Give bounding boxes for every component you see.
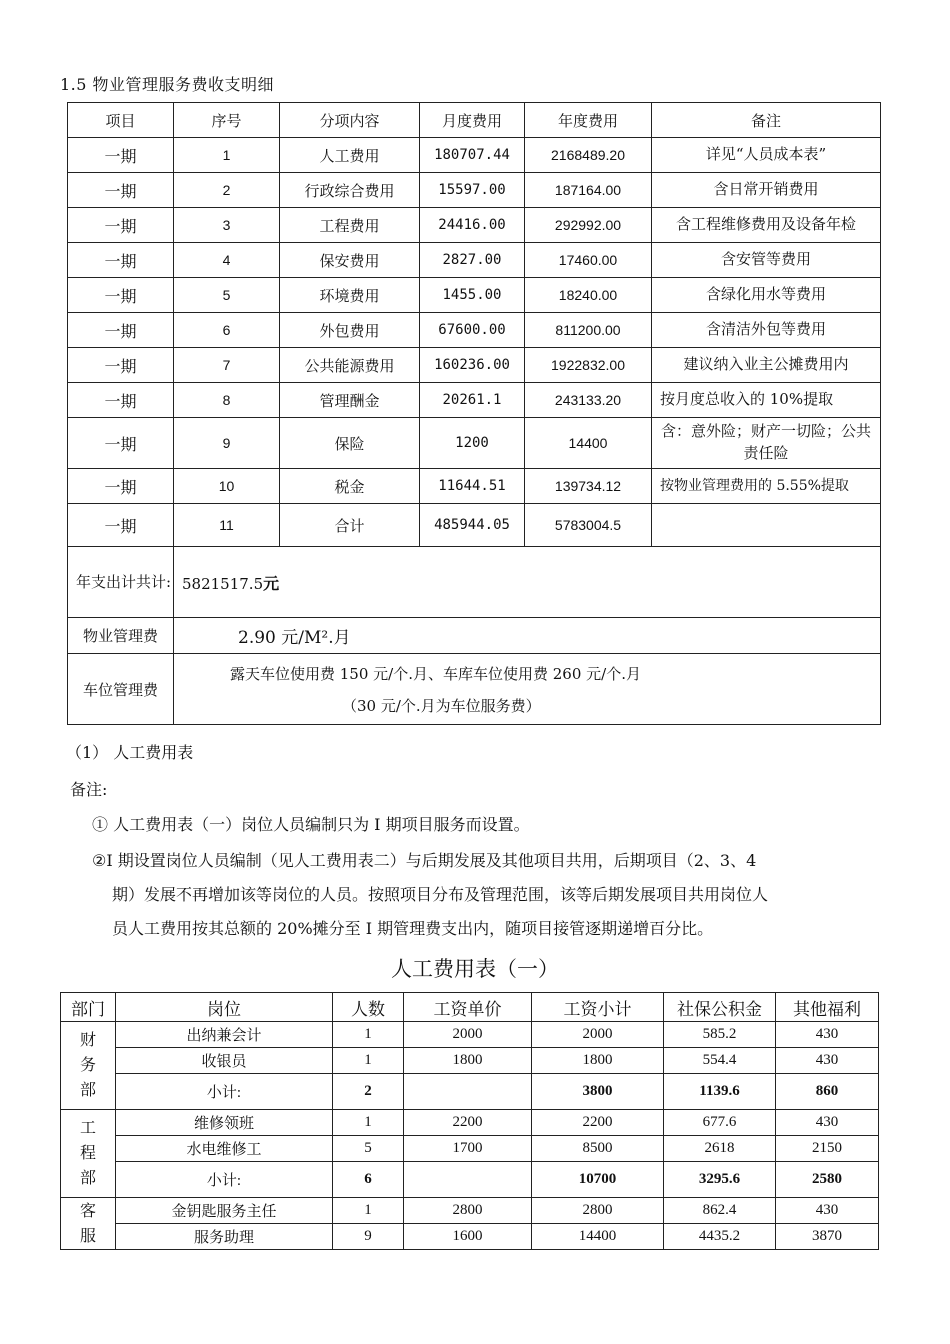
cell-unit-wage: 1700	[404, 1136, 532, 1162]
cell-annual: 5783004.5	[525, 504, 652, 547]
cell-note: 含安管等费用	[652, 243, 881, 278]
cell-project: 一期	[68, 313, 174, 348]
dept-cell-customer-service	[61, 1198, 116, 1250]
cell-annual: 811200.00	[525, 313, 652, 348]
cell-item: 管理酬金	[280, 383, 420, 418]
cell-monthly: 160236.00	[420, 348, 525, 383]
header-note: 备注	[652, 103, 881, 138]
table-row	[61, 1110, 879, 1136]
cell-post: 金钥匙服务主任	[116, 1198, 333, 1224]
cell-note: 建议纳入业主公摊费用内	[652, 348, 881, 383]
cell-annual: 139734.12	[525, 469, 652, 504]
cell-monthly: 20261.1	[420, 383, 525, 418]
table-row	[61, 1198, 879, 1224]
cell-welfare: 3870	[776, 1224, 879, 1250]
table-row	[68, 469, 881, 504]
cell-unit-wage: 1600	[404, 1224, 532, 1250]
cell-unit-wage: 1800	[404, 1048, 532, 1074]
table-row	[61, 1022, 879, 1048]
annual-total-row	[68, 547, 881, 618]
cell-note: 按物业管理费用的 5.55%提取	[652, 469, 881, 504]
cell-monthly: 1200	[420, 418, 525, 469]
table-row	[61, 1048, 879, 1074]
dept-char: 部	[79, 1082, 96, 1099]
cell-monthly: 15597.00	[420, 173, 525, 208]
cell-wage-subtotal: 1800	[532, 1048, 664, 1074]
cell-item: 合计	[280, 504, 420, 547]
table-row	[61, 1136, 879, 1162]
cell-annual: 2168489.20	[525, 138, 652, 173]
cell-wage-subtotal: 3800	[532, 1074, 664, 1110]
cell-welfare: 2150	[776, 1136, 879, 1162]
cell-social: 3295.6	[664, 1162, 776, 1198]
cell-note: 按月度总收入的 10%提取	[652, 383, 881, 418]
cell-note: 含绿化用水等费用	[652, 278, 881, 313]
annual-total-cell	[174, 547, 881, 618]
dept-cell-engineering	[61, 1110, 116, 1198]
table-row	[68, 418, 881, 469]
cell-wage-subtotal: 2000	[532, 1022, 664, 1048]
mgmt-fee-label: 物业管理费	[68, 618, 174, 654]
cell-post: 小计:	[116, 1162, 333, 1198]
table-row	[68, 348, 881, 383]
cell-count: 1	[333, 1110, 404, 1136]
annual-total-unit: 元	[263, 573, 280, 593]
mgmt-fee-value: 2.90 元/M².月	[174, 618, 881, 654]
notes-label: 备注:	[70, 780, 108, 799]
cell-item: 外包费用	[280, 313, 420, 348]
cell-post: 服务助理	[116, 1224, 333, 1250]
cell-item: 工程费用	[280, 208, 420, 243]
cell-project: 一期	[68, 208, 174, 243]
cell-annual: 14400	[525, 418, 652, 469]
cell-welfare: 2580	[776, 1162, 879, 1198]
cell-count: 2	[333, 1074, 404, 1110]
cell-welfare: 430	[776, 1110, 879, 1136]
header-count: 人数	[333, 993, 404, 1022]
labor-heading: （1） 人工费用表	[66, 743, 194, 762]
dept-char: 务	[79, 1057, 96, 1074]
cell-annual: 243133.20	[525, 383, 652, 418]
header-project: 项目	[68, 103, 174, 138]
cell-monthly: 1455.00	[420, 278, 525, 313]
table-row	[68, 504, 881, 547]
cell-no: 9	[174, 418, 280, 469]
cell-note: 含清洁外包等费用	[652, 313, 881, 348]
dept-char: 财	[79, 1032, 96, 1049]
cell-item: 税金	[280, 469, 420, 504]
section-title: 1.5 物业管理服务费收支明细	[60, 75, 275, 94]
cell-wage-subtotal: 14400	[532, 1224, 664, 1250]
cell-note: 详见“人员成本表”	[652, 138, 881, 173]
cell-wage-subtotal: 8500	[532, 1136, 664, 1162]
cell-annual: 187164.00	[525, 173, 652, 208]
cell-no: 7	[174, 348, 280, 383]
cell-project: 一期	[68, 243, 174, 278]
cell-annual: 292992.00	[525, 208, 652, 243]
parking-fee-cell	[174, 654, 881, 725]
header-post: 岗位	[116, 993, 333, 1022]
cell-monthly: 67600.00	[420, 313, 525, 348]
note-2-line-1: ②I 期设置岗位人员编制（见人工费用表二）与后期发展及其他项目共用，后期项目（2、3、4	[92, 851, 757, 870]
cell-social: 2618	[664, 1136, 776, 1162]
parking-fee-line1: 露天车位使用费 150 元/个.月、车库车位使用费 260 元/个.月	[230, 665, 641, 683]
cell-annual: 1922832.00	[525, 348, 652, 383]
cell-monthly: 24416.00	[420, 208, 525, 243]
table-row	[68, 313, 881, 348]
cell-item: 人工费用	[280, 138, 420, 173]
cell-monthly: 180707.44	[420, 138, 525, 173]
cell-monthly: 485944.05	[420, 504, 525, 547]
cell-project: 一期	[68, 348, 174, 383]
cell-project: 一期	[68, 138, 174, 173]
cell-no: 8	[174, 383, 280, 418]
parking-fee-row	[68, 654, 881, 725]
cell-post: 水电维修工	[116, 1136, 333, 1162]
cell-project: 一期	[68, 173, 174, 208]
header-social: 社保公积金	[664, 993, 776, 1022]
cell-count: 1	[333, 1022, 404, 1048]
note-2-line-3: 员人工费用按其总额的 20%摊分至 I 期管理费支出内，随项目接管逐期递增百分比。	[112, 919, 714, 938]
cell-no: 10	[174, 469, 280, 504]
cell-count: 6	[333, 1162, 404, 1198]
header-annual: 年度费用	[525, 103, 652, 138]
cell-social: 862.4	[664, 1198, 776, 1224]
cell-unit-wage: 2000	[404, 1022, 532, 1048]
cell-annual: 18240.00	[525, 278, 652, 313]
cell-social: 677.6	[664, 1110, 776, 1136]
cell-note	[652, 504, 881, 547]
cell-monthly: 11644.51	[420, 469, 525, 504]
header-welfare: 其他福利	[776, 993, 879, 1022]
cell-item: 环境费用	[280, 278, 420, 313]
cell-social: 1139.6	[664, 1074, 776, 1110]
cell-count: 1	[333, 1198, 404, 1224]
note-1: ① 人工费用表（一）岗位人员编制只为 I 期项目服务而设置。	[92, 815, 530, 834]
cell-no: 1	[174, 138, 280, 173]
cell-no: 2	[174, 173, 280, 208]
expense-table	[67, 102, 881, 725]
mgmt-fee-row	[68, 618, 881, 654]
cell-social: 4435.2	[664, 1224, 776, 1250]
dept-char: 工	[79, 1120, 96, 1137]
table-row	[68, 278, 881, 313]
cell-no: 6	[174, 313, 280, 348]
dept-cell-finance	[61, 1022, 116, 1110]
cell-unit-wage	[404, 1074, 532, 1110]
cell-wage-subtotal: 2200	[532, 1110, 664, 1136]
cell-no: 5	[174, 278, 280, 313]
annual-total-value: 5821517.5	[182, 574, 264, 593]
cell-note: 含工程维修费用及设备年检	[652, 208, 881, 243]
note-2-line-2: 期）发展不再增加该等岗位的人员。按照项目分布及管理范围，该等后期发展项目共用岗位人	[112, 885, 769, 904]
dept-char: 服	[79, 1227, 96, 1245]
cell-note: 含：意外险；财产一切险；公共责任险	[652, 418, 881, 469]
cell-post: 小计:	[116, 1074, 333, 1110]
cell-welfare: 860	[776, 1074, 879, 1110]
cell-project: 一期	[68, 383, 174, 418]
labor-table	[60, 992, 879, 1250]
cell-no: 11	[174, 504, 280, 547]
cell-welfare: 430	[776, 1022, 879, 1048]
cell-project: 一期	[68, 469, 174, 504]
cell-welfare: 430	[776, 1048, 879, 1074]
cell-project: 一期	[68, 418, 174, 469]
cell-note: 含日常开销费用	[652, 173, 881, 208]
table-row	[68, 208, 881, 243]
cell-post: 收银员	[116, 1048, 333, 1074]
cell-post: 维修领班	[116, 1110, 333, 1136]
subtotal-row	[61, 1162, 879, 1198]
cell-unit-wage	[404, 1162, 532, 1198]
table-row	[68, 243, 881, 278]
table-row	[68, 138, 881, 173]
cell-no: 4	[174, 243, 280, 278]
cell-item: 公共能源费用	[280, 348, 420, 383]
table-row	[68, 173, 881, 208]
subtotal-row	[61, 1074, 879, 1110]
cell-wage-subtotal: 2800	[532, 1198, 664, 1224]
cell-unit-wage: 2200	[404, 1110, 532, 1136]
header-monthly: 月度费用	[420, 103, 525, 138]
labor-header-row	[61, 993, 879, 1022]
cell-count: 9	[333, 1224, 404, 1250]
cell-welfare: 430	[776, 1198, 879, 1224]
labor-table-title: 人工费用表（一）	[391, 957, 559, 981]
parking-fee-label: 车位管理费	[68, 654, 174, 725]
annual-total-label: 年支出计共计:	[68, 547, 174, 618]
cell-social: 585.2	[664, 1022, 776, 1048]
cell-social: 554.4	[664, 1048, 776, 1074]
table-row	[68, 383, 881, 418]
cell-wage-subtotal: 10700	[532, 1162, 664, 1198]
header-wage-subtotal: 工资小计	[532, 993, 664, 1022]
header-unit-wage: 工资单价	[404, 993, 532, 1022]
dept-char: 客	[79, 1202, 96, 1220]
cell-project: 一期	[68, 504, 174, 547]
cell-count: 1	[333, 1048, 404, 1074]
parking-fee-line2: （30 元/个.月为车位服务费）	[342, 697, 541, 715]
table-row	[61, 1224, 879, 1250]
dept-char: 部	[79, 1170, 96, 1187]
dept-char: 程	[79, 1145, 96, 1162]
header-no: 序号	[174, 103, 280, 138]
cell-no: 3	[174, 208, 280, 243]
cell-item: 行政综合费用	[280, 173, 420, 208]
header-dept: 部门	[61, 993, 116, 1022]
cell-count: 5	[333, 1136, 404, 1162]
cell-annual: 17460.00	[525, 243, 652, 278]
cell-item: 保险	[280, 418, 420, 469]
cell-project: 一期	[68, 278, 174, 313]
cell-post: 出纳兼会计	[116, 1022, 333, 1048]
cell-item: 保安费用	[280, 243, 420, 278]
cell-unit-wage: 2800	[404, 1198, 532, 1224]
expense-header-row	[68, 103, 881, 138]
header-item: 分项内容	[280, 103, 420, 138]
cell-monthly: 2827.00	[420, 243, 525, 278]
